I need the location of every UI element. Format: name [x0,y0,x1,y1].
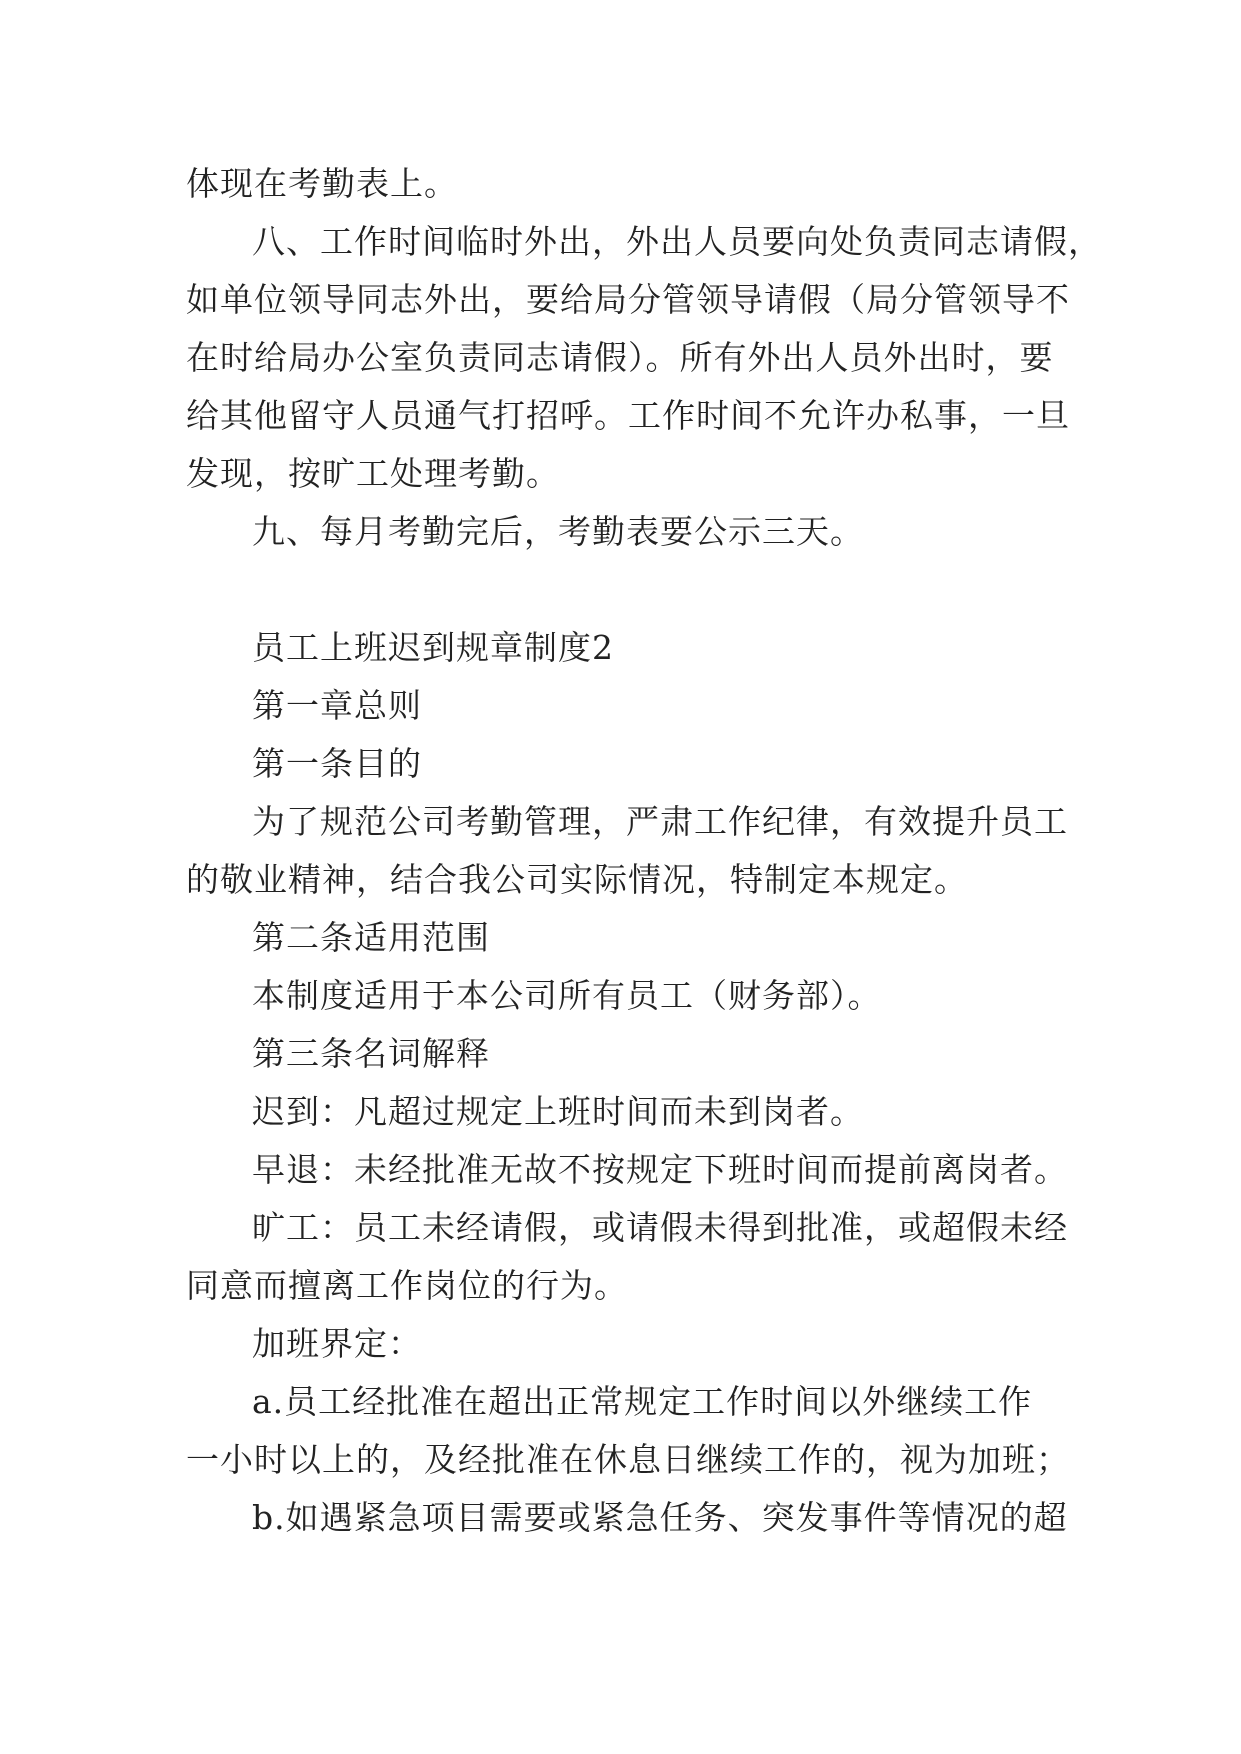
article-heading: 第二条适用范围 [252,918,490,957]
paragraph-line: 八、工作时间临时外出，外出人员要向处负责同志请假， [252,222,1102,261]
paragraph-line: b.如遇紧急项目需要或紧急任务、突发事件等情况的超 [252,1498,1068,1537]
paragraph-line: 九、每月考勤完后，考勤表要公示三天。 [252,512,864,551]
paragraph-line: 旷工：员工未经请假，或请假未得到批准，或超假未经 [252,1208,1068,1247]
paragraph-line: 迟到：凡超过规定上班时间而未到岗者。 [252,1092,864,1131]
paragraph-line: 发现，按旷工处理考勤。 [186,454,560,493]
paragraph-line: 如单位领导同志外出，要给局分管领导请假（局分管领导不 [186,280,1070,319]
section-heading: 员工上班迟到规章制度2 [252,628,614,667]
paragraph-line: 体现在考勤表上。 [186,164,458,203]
paragraph-line: 的敬业精神，结合我公司实际情况，特制定本规定。 [186,860,968,899]
paragraph-line: 一小时以上的，及经批准在休息日继续工作的，视为加班； [186,1440,1070,1479]
paragraph-line: 给其他留守人员通气打招呼。工作时间不允许办私事，一旦 [186,396,1070,435]
paragraph-line: 在时给局办公室负责同志请假）。所有外出人员外出时，要 [186,338,1054,377]
paragraph-line: 早退：未经批准无故不按规定下班时间而提前离岗者。 [252,1150,1068,1189]
chapter-heading: 第一章总则 [252,686,422,725]
paragraph-line: a.员工经批准在超出正常规定工作时间以外继续工作 [252,1382,1033,1421]
paragraph-line: 为了规范公司考勤管理，严肃工作纪律，有效提升员工 [252,802,1068,841]
paragraph-line: 加班界定： [252,1324,422,1363]
paragraph-line: 同意而擅离工作岗位的行为。 [186,1266,628,1305]
article-heading: 第一条目的 [252,744,422,783]
paragraph-line: 本制度适用于本公司所有员工（财务部）。 [252,976,882,1015]
article-heading: 第三条名词解释 [252,1034,490,1073]
